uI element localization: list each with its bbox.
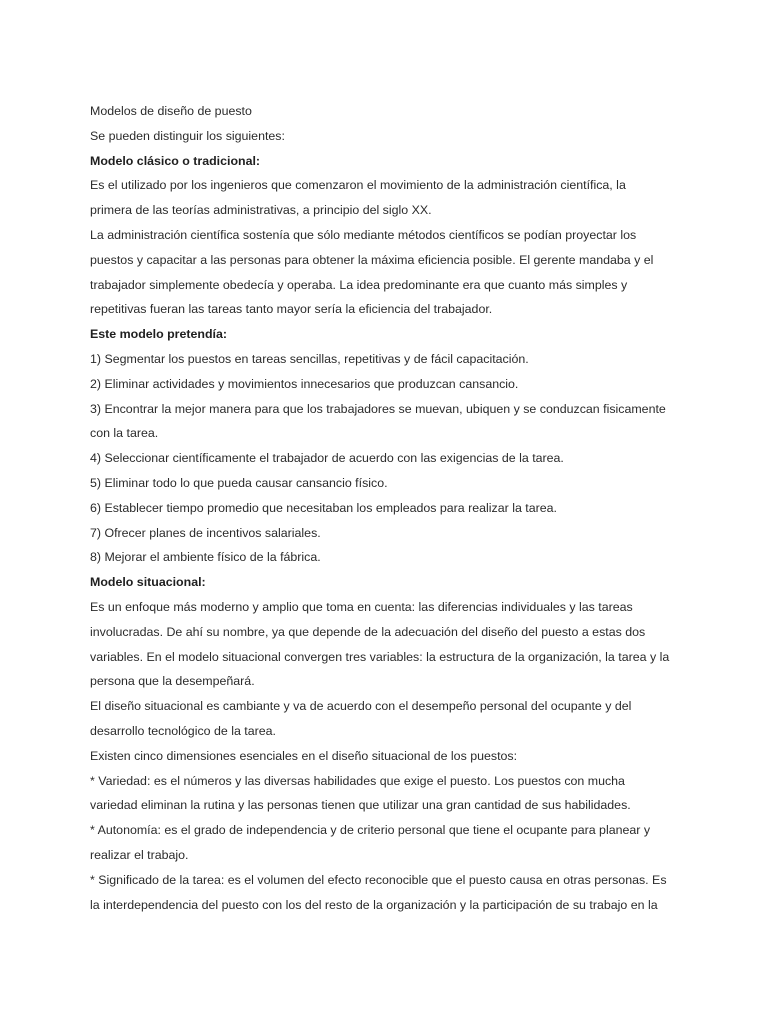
text-line: trabajador simplemente obedecía y operaba. La idea predominante era que cuanto más simples y — [90, 277, 628, 292]
text-line: 8) Mejorar el ambiente físico de la fábrica. — [90, 550, 321, 565]
text-line: Existen cinco dimensiones esenciales en el diseño situacional de los puestos: — [90, 748, 518, 763]
text-line: primera de las teorías administrativas, a principio del siglo XX. — [90, 203, 432, 218]
text-line: Se pueden distinguir los siguientes: — [90, 128, 285, 143]
text-line: 2) Eliminar actividades y movimientos innecesarios que produzcan cansancio. — [90, 376, 519, 391]
text-line: Es un enfoque más moderno y amplio que toma en cuenta: las diferencias individuales y las tareas — [90, 599, 633, 614]
text-line: Es el utilizado por los ingenieros que comenzaron el movimiento de la administración científica, la — [90, 178, 626, 193]
text-line: * Autonomía: es el grado de independencia y de criterio personal que tiene el ocupante para planear y — [90, 823, 651, 838]
text-line: 4) Seleccionar científicamente el trabajador de acuerdo con las exigencias de la tarea. — [90, 451, 564, 466]
text-line: 6) Establecer tiempo promedio que necesitaban los empleados para realizar la tarea. — [90, 500, 557, 515]
text-line: la interdependencia del puesto con los del resto de la organización y la participación de su trabajo en la — [90, 897, 658, 912]
text-line: repetitivas fueran las tareas tanto mayor sería la eficiencia del trabajador. — [90, 302, 493, 317]
text-line: La administración científica sostenía que sólo mediante métodos científicos se podían proyectar los — [90, 227, 637, 242]
document-page — [90, 99, 690, 917]
text-line: El diseño situacional es cambiante y va de acuerdo con el desempeño personal del ocupante y del — [90, 699, 632, 714]
text-line: Modelos de diseño de puesto — [90, 104, 252, 118]
text-line: involucradas. De ahí su nombre, ya que depende de la adecuación del diseño del puesto a estas dos — [90, 624, 646, 639]
text-line: * Significado de la tarea: es el volumen del efecto reconocible que el puesto causa en otras personas. Es — [90, 872, 667, 887]
section-heading: Este modelo pretendía: — [90, 327, 228, 342]
section-heading: Modelo situacional: — [90, 575, 206, 590]
text-line: 5) Eliminar todo lo que pueda causar cansancio físico. — [90, 475, 388, 490]
section-heading: Modelo clásico o tradicional: — [90, 153, 261, 168]
text-line: * Variedad: es el números y las diversas habilidades que exige el puesto. Los puestos con mucha — [90, 773, 625, 788]
text-line: realizar el trabajo. — [90, 847, 189, 862]
text-line: persona que la desempeñará. — [90, 674, 255, 689]
text-line: 7) Ofrecer planes de incentivos salariales. — [90, 525, 321, 540]
text-line: puestos y capacitar a las personas para obtener la máxima eficiencia posible. El gerente mandaba y el — [90, 252, 654, 267]
text-line: desarrollo tecnológico de la tarea. — [90, 723, 276, 738]
text-line: con la tarea. — [90, 426, 159, 441]
text-line: 3) Encontrar la mejor manera para que los trabajadores se muevan, ubiquen y se conduzcan fisicamente — [90, 401, 666, 416]
text-line: variedad eliminan la rutina y las personas tienen que utilizar una gran cantidad de sus habilidades. — [90, 798, 631, 813]
text-line: variables. En el modelo situacional convergen tres variables: la estructura de la organización, la tarea y la — [90, 649, 670, 664]
text-line: 1) Segmentar los puestos en tareas sencillas, repetitivas y de fácil capacitación. — [90, 351, 529, 366]
